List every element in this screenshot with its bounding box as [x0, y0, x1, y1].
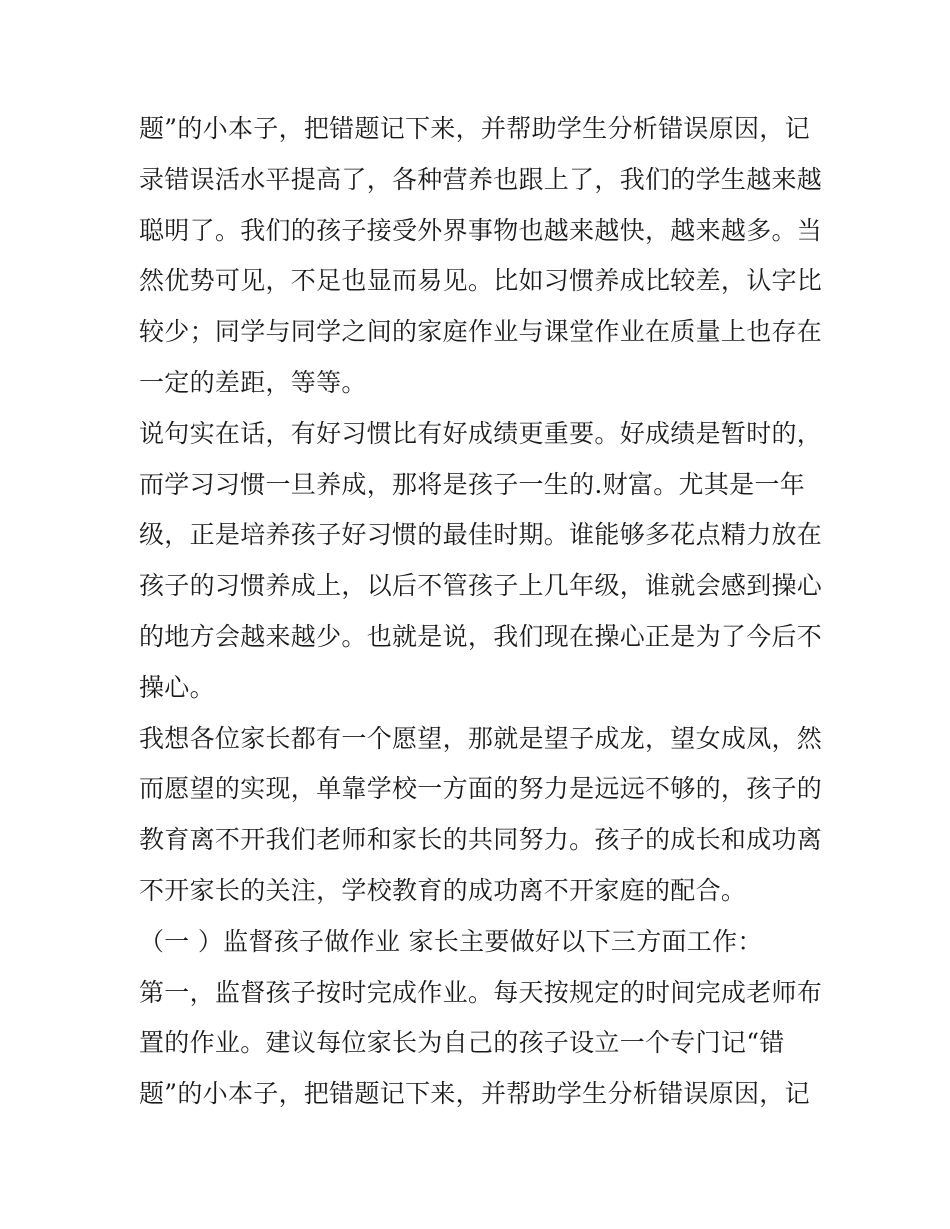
text-line: 孩子的习惯养成上，以后不管孩子上几年级，谁就会感到操心 [139, 571, 823, 601]
text-line: 题”的小本子，把错题记下来，并帮助学生分析错误原因，记 [139, 114, 810, 143]
text-line: 操心。 [139, 672, 215, 702]
text-line: 而愿望的实现，单靠学校一方面的努力是远远不够的，孩子的 [139, 774, 823, 804]
document-body [139, 104, 823, 1120]
text-line: 然优势可见，不足也显而易见。比如习惯养成比较差，认字比 [139, 266, 823, 296]
text-line: 第一，监督孩子按时完成作业。每天按规定的时间完成老师布 [139, 977, 823, 1007]
text-line: 而学习习惯一旦养成，那将是孩子一生的.财富。尤其是一年 [139, 469, 806, 499]
text-line: 较少；同学与同学之间的家庭作业与课堂作业在质量上也存在 [139, 317, 823, 347]
text-line: 的地方会越来越少。也就是说，我们现在操心正是为了今后不 [139, 621, 823, 651]
text-line: 说句实在话，有好习惯比有好成绩更重要。好成绩是暂时的， [139, 418, 823, 448]
text-line: 置的作业。建议每位家长为自己的孩子设立一个专门记“错 [139, 1028, 785, 1058]
section-heading: （一 ）监督孩子做作业 家长主要做好以下三方面工作： [139, 926, 763, 956]
text-line: 级，正是培养孩子好习惯的最佳时期。谁能够多花点精力放在 [139, 520, 823, 550]
text-line: 一定的差距，等等。 [139, 367, 367, 397]
text-line: 录错误活水平提高了，各种营养也跟上了，我们的学生越来越 [139, 164, 823, 194]
text-line: 我想各位家长都有一个愿望，那就是望子成龙，望女成凤，然 [139, 723, 823, 753]
text-line: 聪明了。我们的孩子接受外界事物也越来越快，越来越多。当 [139, 215, 823, 245]
text-line: 题”的小本子，把错题记下来，并帮助学生分析错误原因，记 [139, 1079, 810, 1109]
text-line: 教育离不开我们老师和家长的共同努力。孩子的成长和成功离 [139, 825, 823, 855]
text-line: 不开家长的关注，学校教育的成功离不开家庭的配合。 [139, 875, 747, 905]
